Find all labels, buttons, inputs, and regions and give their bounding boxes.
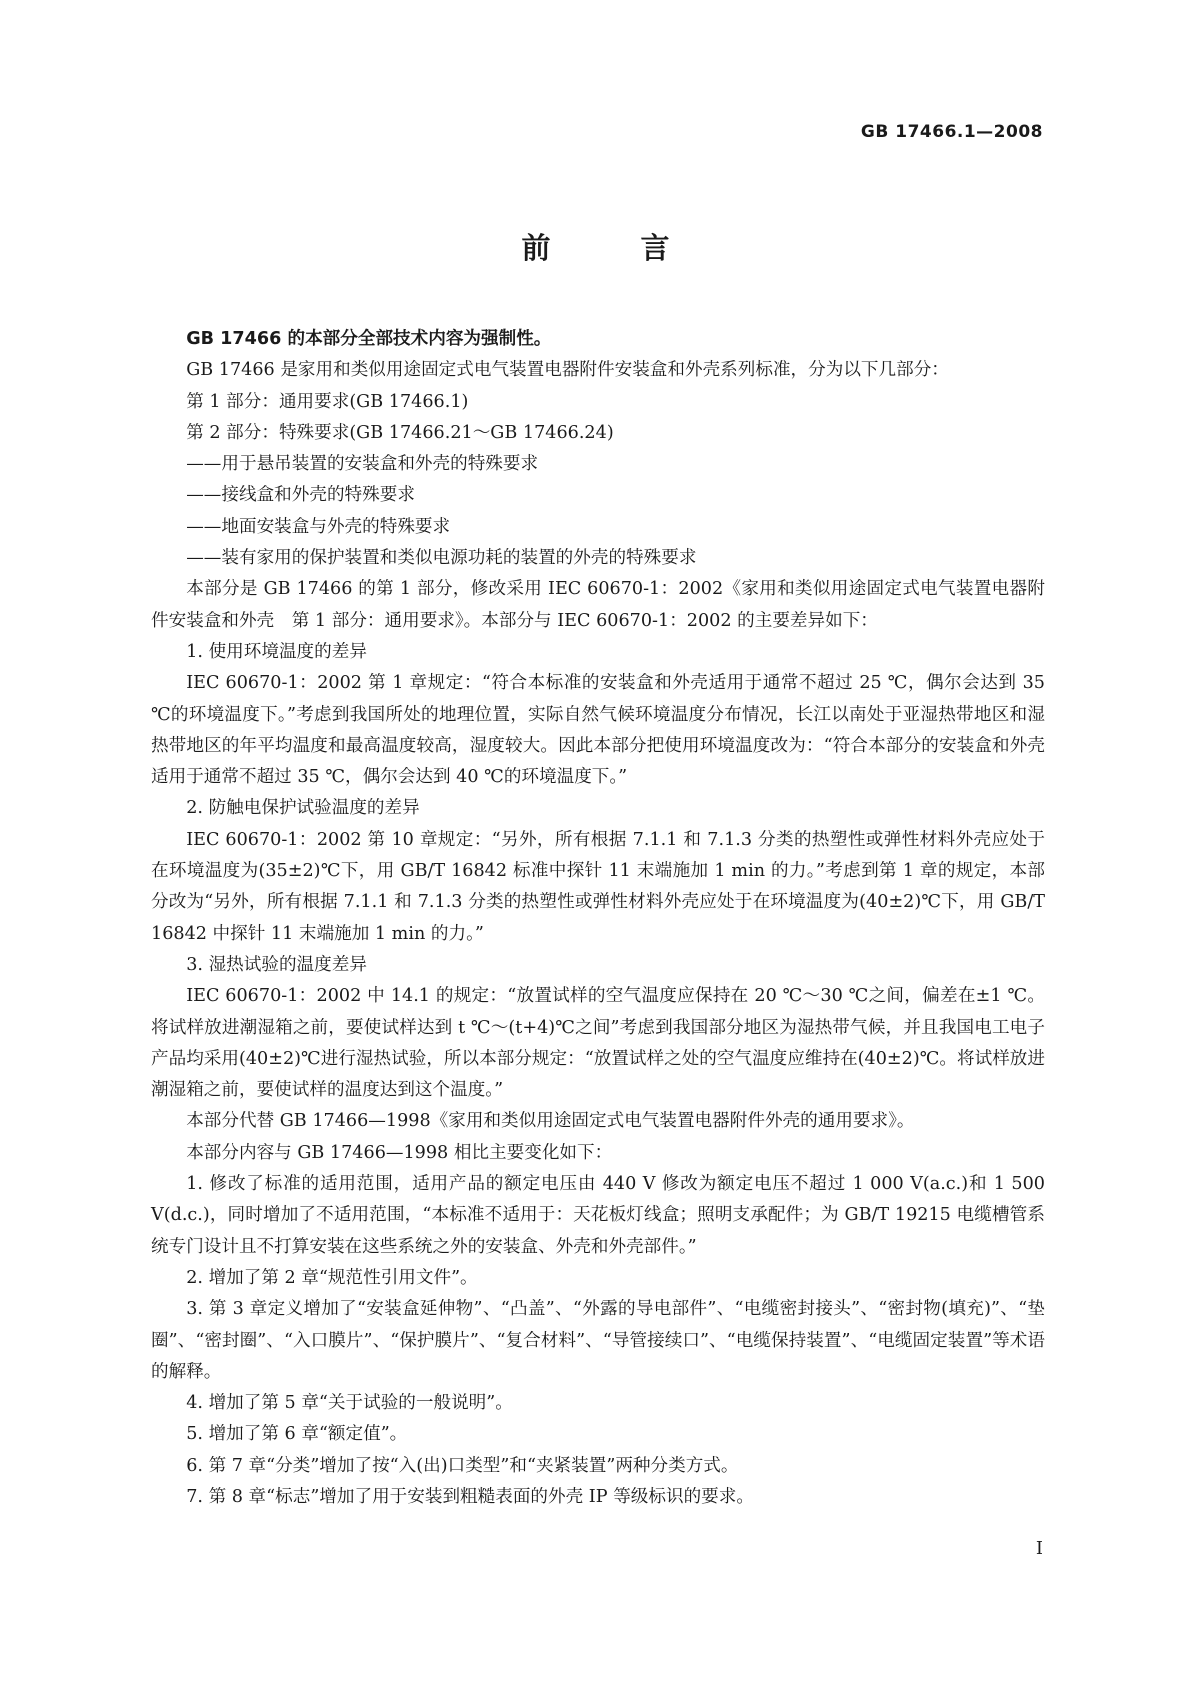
paragraph: 本部分内容与 GB 17466—1998 相比主要变化如下：	[186, 1142, 613, 1163]
page-title: 前 言	[521, 231, 710, 265]
change-item: 6. 第 7 章“分类”增加了按“入(出)口类型”和“夹紧装置”两种分类方式。	[186, 1455, 739, 1476]
list-item: 第 2 部分：特殊要求(GB 17466.21～GB 17466.24)	[186, 422, 614, 443]
change-item: 1. 修改了标准的适用范围，适用产品的额定电压由 440 V 修改为额定电压不超过 1 000 V(a.c.)和 1 500 V(d.c.)，同时增加了不适用范围，“本标准不适用于：天花板灯线盒；照明支承配件；为 GB/T 19215 电缆槽管系统专门设计且不打算安装在这些系统之外的安装盒、外壳和外壳部件。”	[151, 1174, 1045, 1257]
paragraph: IEC 60670-1：2002 中 14.1 的规定：“放置试样的空气温度应保持在 20 ℃～30 ℃之间，偏差在±1 ℃。将试样放进潮湿箱之前，要使试样达到 t ℃～(t+4)℃之间”考虑到我国部分地区为湿热带气候，并且我国电工电子产品均采用(40±2)℃进行湿热试验，所以本部分规定：“放置试样之处的空气温度应维持在(40±2)℃。将试样放进潮湿箱之前，要使试样的温度达到这个温度。”	[151, 986, 1045, 1101]
change-item: 3. 第 3 章定义增加了“安装盒延伸物”、“凸盖”、“外露的导电部件”、“电缆密封接头”、“密封物(填充)”、“垫圈”、“密封圈”、“入口膜片”、“保护膜片”、“复合材料”、“导管接续口”、“电缆保持装置”、“电缆固定装置”等术语的解释。	[151, 1299, 1045, 1382]
section-heading: 3. 湿热试验的温度差异	[186, 954, 367, 975]
list-item: ——用于悬吊装置的安装盒和外壳的特殊要求	[186, 454, 539, 475]
change-item: 4. 增加了第 5 章“关于试验的一般说明”。	[186, 1393, 513, 1414]
paragraph: IEC 60670-1：2002 第 10 章规定：“另外，所有根据 7.1.1 和 7.1.3 分类的热塑性或弹性材料外壳应处于在环境温度为(35±2)℃下，用 GB/T 16842 标准中探针 11 末端施加 1 min 的力。”考虑到第 1 章的规定，本部分改为“另外，所有根据 7.1.1 和 7.1.3 分类的热塑性或弹性材料外壳应处于在环境温度为(40±2)℃下，用 GB/T 16842 中探针 11 末端施加 1 min 的力。”	[151, 829, 1045, 944]
change-item: 5. 增加了第 6 章“额定值”。	[186, 1424, 408, 1445]
document-body	[151, 324, 1045, 1513]
paragraph: IEC 60670-1：2002 第 1 章规定：“符合本标准的安装盒和外壳适用于通常不超过 25 ℃，偶尔会达到 35 ℃的环境温度下。”考虑到我国所处的地理位置，实际自然气候环境温度分布情况，长江以南处于亚湿热带地区和湿热带地区的年平均温度和最高温度较高，湿度较大。因此本部分把使用环境温度改为：“符合本部分的安装盒和外壳适用于通常不超过 35 ℃，偶尔会达到 40 ℃的环境温度下。”	[151, 673, 1045, 788]
section-heading: 1. 使用环境温度的差异	[186, 641, 367, 662]
paragraph-mandatory-statement: GB 17466 的本部分全部技术内容为强制性。	[186, 329, 552, 349]
change-item: 7. 第 8 章“标志”增加了用于安装到粗糙表面的外壳 IP 等级标识的要求。	[186, 1486, 754, 1507]
list-item: ——地面安装盒与外壳的特殊要求	[186, 516, 451, 537]
standard-number: GB 17466.1—2008	[860, 122, 1043, 142]
change-item: 2. 增加了第 2 章“规范性引用文件”。	[186, 1267, 478, 1288]
paragraph: 本部分代替 GB 17466—1998《家用和类似用途固定式电气装置电器附件外壳的通用要求》。	[186, 1111, 915, 1132]
list-item: 第 1 部分：通用要求(GB 17466.1)	[186, 391, 469, 412]
list-item: ——接线盒和外壳的特殊要求	[186, 485, 415, 506]
paragraph: 本部分是 GB 17466 的第 1 部分，修改采用 IEC 60670-1：2002《家用和类似用途固定式电气装置电器附件安装盒和外壳 第 1 部分：通用要求》。本部分与 IEC 60670-1：2002 的主要差异如下：	[151, 579, 1045, 631]
list-item: ——装有家用的保护装置和类似电源功耗的装置的外壳的特殊要求	[186, 548, 697, 569]
section-heading: 2. 防触电保护试验温度的差异	[186, 798, 420, 819]
paragraph: GB 17466 是家用和类似用途固定式电气装置电器附件安装盒和外壳系列标准，分为以下几部分：	[186, 360, 949, 381]
page-number: I	[1035, 1538, 1043, 1559]
